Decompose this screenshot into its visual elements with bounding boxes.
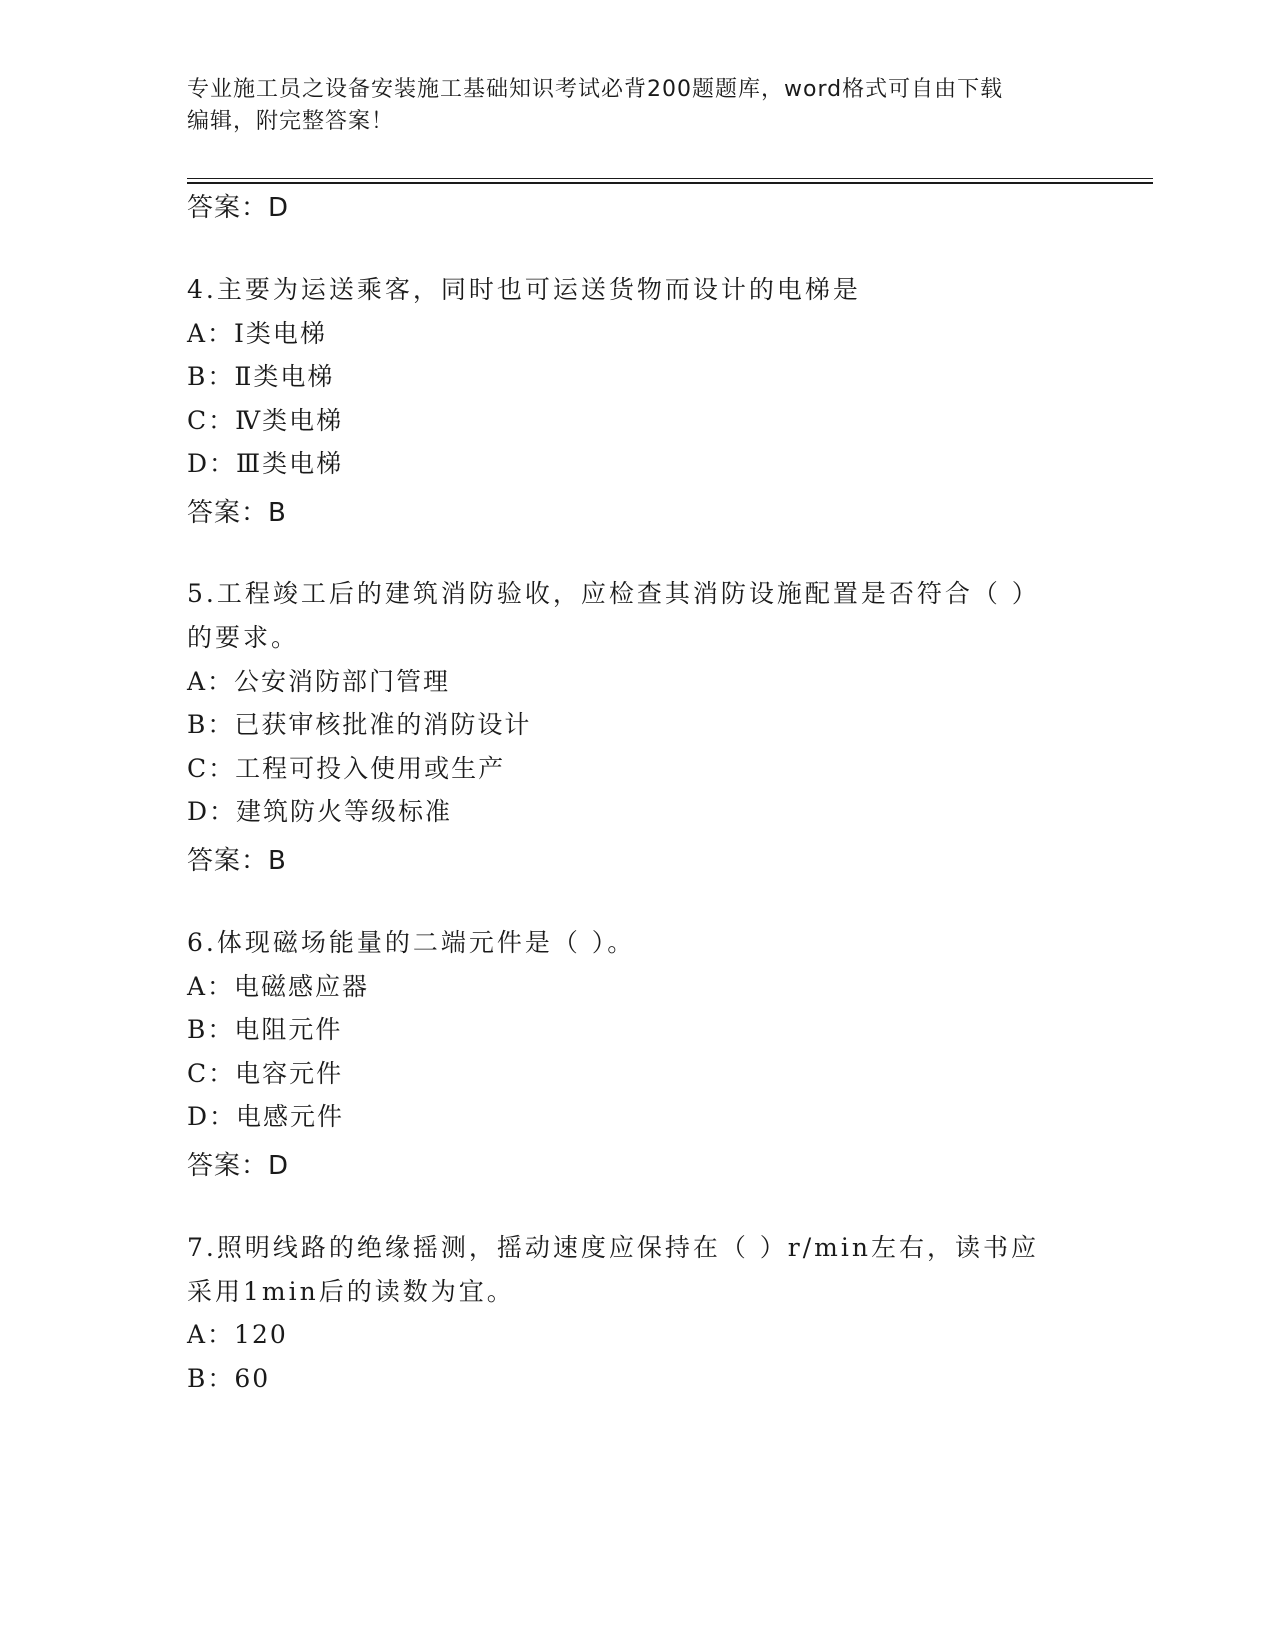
question-6-answer: 答案：D [187, 1151, 290, 1181]
question-6-option-b: B：电阻元件 [187, 1015, 343, 1044]
answer-previous: 答案：D [187, 193, 290, 223]
question-7-option-a: A：120 [187, 1320, 288, 1349]
question-4-option-c: C：Ⅳ类电梯 [187, 406, 344, 435]
question-5-text: 5.工程竣工后的建筑消防验收，应检查其消防设施配置是否符合（ ） [187, 579, 1040, 608]
question-4-option-d: D：Ⅲ类电梯 [187, 449, 344, 478]
question-4-text: 4.主要为运送乘客，同时也可运送货物而设计的电梯是 [187, 275, 861, 304]
question-5-option-a: A：公安消防部门管理 [187, 667, 451, 696]
question-7-text-cont: 采用1min后的读数为宜。 [187, 1277, 515, 1306]
question-7-option-b: B：60 [187, 1364, 271, 1393]
question-5-option-c: C：工程可投入使用或生产 [187, 754, 506, 783]
question-4-option-b: B：Ⅱ类电梯 [187, 362, 335, 391]
question-6-text: 6.体现磁场能量的二端元件是（ ）。 [187, 928, 636, 957]
header-divider-thick [187, 182, 1153, 184]
page-header: 专业施工员之设备安装施工基础知识考试必背200题题库，word格式可自由下载 编辑，附完整答案！ [187, 77, 1004, 134]
question-4-option-a: A：Ⅰ类电梯 [187, 319, 327, 348]
question-6-option-a: A：电磁感应器 [187, 972, 370, 1001]
question-5-option-d: D：建筑防火等级标准 [187, 797, 453, 826]
question-6-option-d: D：电感元件 [187, 1102, 345, 1131]
header-divider-thin [187, 178, 1153, 179]
question-5-answer: 答案：B [187, 846, 287, 876]
question-6-option-c: C：电容元件 [187, 1059, 344, 1088]
question-4-answer: 答案：B [187, 498, 287, 528]
question-7-text: 7.照明线路的绝缘摇测，摇动速度应保持在（ ）r/min左右，读书应 [187, 1233, 1039, 1262]
question-5-text-cont: 的要求。 [187, 623, 300, 652]
question-5-option-b: B：已获审核批准的消防设计 [187, 710, 532, 739]
